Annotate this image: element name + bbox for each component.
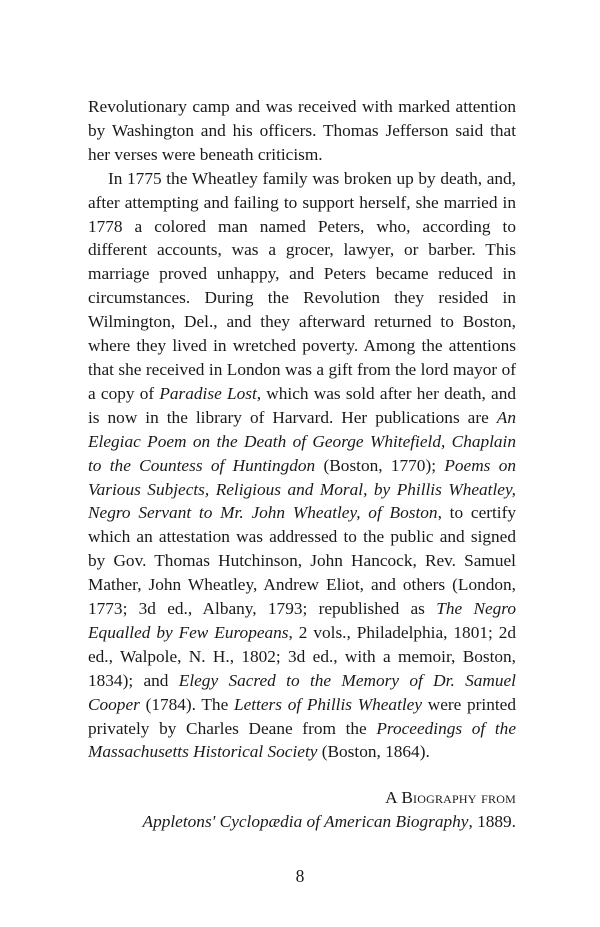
italic-title: The Negro Equalled by Few Europeans: [88, 599, 517, 642]
source-title: Appletons' Cyclopædia of American Biography: [142, 812, 469, 832]
page-body: [88, 95, 516, 834]
text-run: In 1775 the Wheatley family was broken up by death, and, after attempting and failing to support herself, she married in 1778 a colored man named Peters, who, according to different accounts, was a grocer, lawyer, or barber. This marriage proved unhappy, and Peters became reduced in circumstances. During the Revolution they resided in Wilmington, Del., and they afterward returned to Boston, where they lived in wretched poverty. Among the attentions that she received in London was a gift from the lord mayor of a copy of: [88, 168, 516, 403]
italic-title: Poems on Various Subjects, Religious and Moral, by Phillis Wheatley, Negro Servant to Mr. John Wheatley, of Boston: [88, 455, 516, 523]
text-run: , to certify which an attestation was addressed to the public and signed by Gov. Thomas Hutchinson, John Hancock, Rev. Samuel Mather, John Wheatley, Andrew Eliot, and others (London, 1773; 3d ed., Albany, 1793; republished as: [88, 503, 516, 619]
italic-title: Paradise Lost: [159, 383, 257, 403]
text-run: , which was sold after her death, and is now in the library of Harvard. Her publications are: [88, 383, 516, 427]
text-run: were printed privately by Charles Deane from the: [88, 694, 516, 738]
attribution-heading: A Biography from: [385, 788, 516, 808]
text-run: (Boston, 1770);: [315, 455, 445, 475]
italic-title: Letters of Phillis Wheatley: [233, 694, 423, 714]
text-run: , 2 vols., Philadelphia, 1801; 2d ed., Walpole, N. H., 1802; 3d ed., with a memoir, Boston, 1834); and: [88, 622, 517, 690]
text-run: Revolutionary camp and was received with marked attention by Washington and his officers. Thomas Jefferson said that her verses were beneath criticism.: [88, 97, 516, 164]
source-year: , 1889.: [468, 812, 516, 832]
italic-title: Proceedings of the Massachusetts Historical Society: [88, 718, 516, 762]
italic-title: An Elegiac Poem on the Death of George Whitefield, Chaplain to the Countess of Huntingdon: [88, 407, 516, 475]
paragraph-2: [88, 167, 516, 765]
page-number: 8: [295, 866, 305, 886]
text-run: (1784). The: [139, 694, 234, 714]
attribution-source: [88, 810, 516, 834]
text-run: (Boston, 1864).: [317, 742, 430, 762]
paragraph-1: [88, 95, 516, 167]
italic-title: Elegy Sacred to the Memory of Dr. Samuel Cooper: [88, 670, 516, 714]
attribution: [88, 786, 516, 834]
